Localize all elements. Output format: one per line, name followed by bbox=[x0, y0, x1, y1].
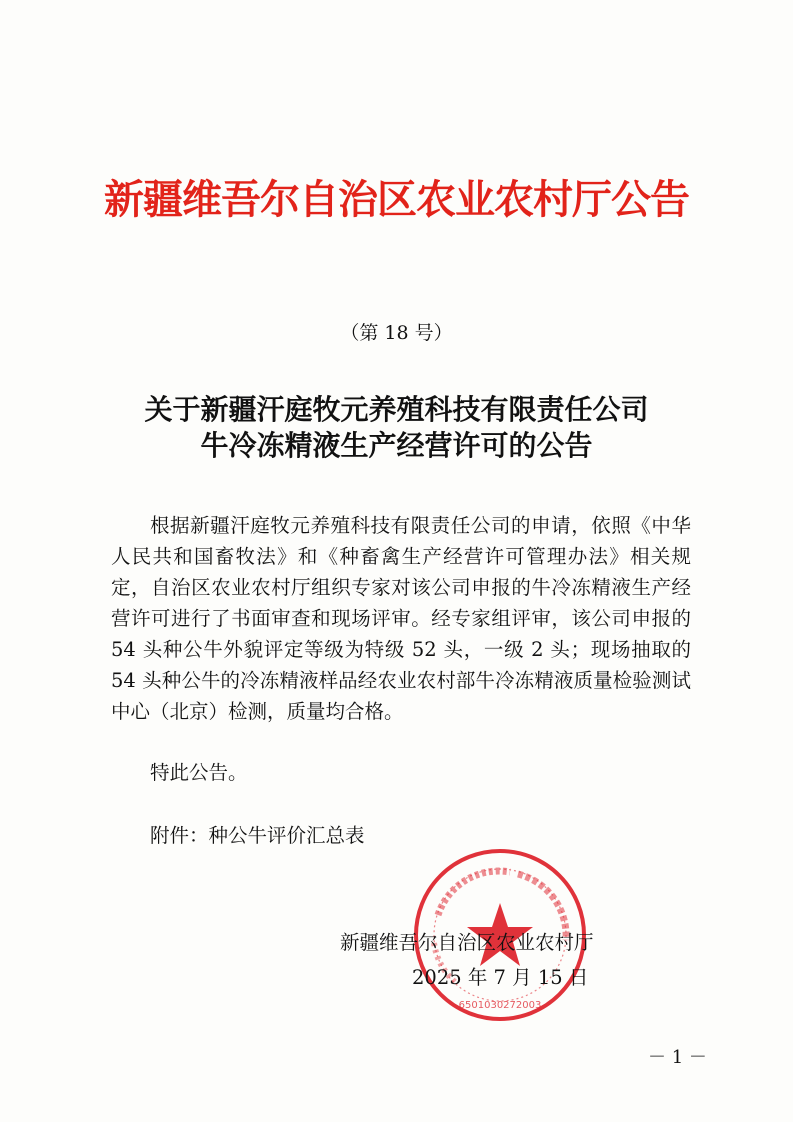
signing-organization: 新疆维吾尔自治区农业农村厅 bbox=[340, 931, 594, 954]
seal-code: 6501030272003 bbox=[458, 1000, 542, 1011]
document-title-line-1: 关于新疆汗庭牧元养殖科技有限责任公司 bbox=[144, 393, 649, 426]
document-title bbox=[0, 392, 793, 464]
body-paragraph: 根据新疆汗庭牧元养殖科技有限责任公司的申请，依照《中华人民共和国畜牧法》和《种畜禽生产经营许可管理办法》相关规定，自治区农业农村厅组织专家对该公司申报的牛冷冻精液生产经营许可进行了书面审查和现场评审。经专家组评审，该公司申报的 54 头种公牛外貌评定等级为特级 52 头，一级 2 头；现场抽取的 54 头种公牛的冷冻精液样品经农业农村部牛冷冻精液质量检验测试中心（北京）检测，质量均合格。 bbox=[111, 514, 691, 723]
document-title-line-2: 牛冷冻精液生产经营许可的公告 bbox=[200, 429, 593, 462]
attachment-note: 附件：种公牛评价汇总表 bbox=[150, 824, 365, 847]
announcement-header-title: 新疆维吾尔自治区农业农村厅公告 bbox=[104, 177, 689, 223]
signing-date: 2025 年 7 月 15 日 bbox=[412, 966, 589, 989]
closing-statement: 特此公告。 bbox=[150, 761, 248, 784]
issue-number: （第 18 号） bbox=[340, 322, 453, 344]
page-number: － 1 － bbox=[648, 1047, 707, 1068]
